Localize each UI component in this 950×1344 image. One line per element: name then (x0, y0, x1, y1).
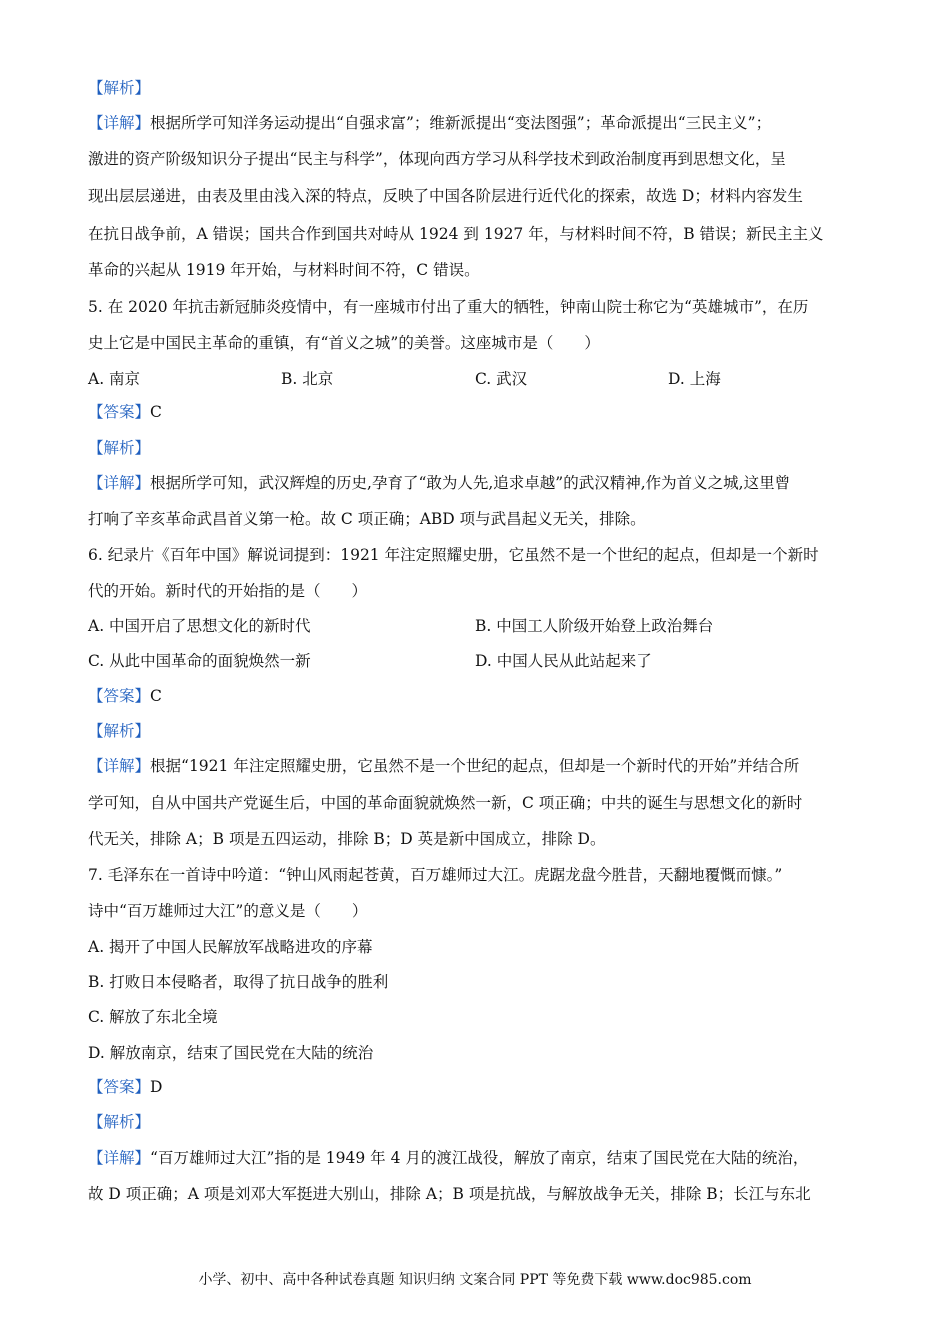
question-6-stem: 6. 纪录片《百年中国》解说词提到：1921 年注定照耀史册，它虽然不是一个世纪的起点，但却是一个新时 (88, 546, 819, 564)
analysis-heading: 【解析】 (88, 439, 151, 457)
analysis-heading: 【解析】 (88, 1113, 151, 1131)
question-5-detail: 【详解】根据所学可知，武汉辉煌的历史,孕育了“敢为人先,追求卓越”的武汉精神,作为首义之城,这里曾 (88, 474, 791, 492)
paragraph-line: 在抗日战争前，A 错误；国共合作到国共对峙从 1924 到 1927 年，与材料时间不符，B 错误；新民主主义 (88, 225, 824, 243)
question-6-detail: 学可知，自从中国共产党诞生后，中国的革命面貌就焕然一新，C 项正确；中共的诞生与思想文化的新时 (88, 794, 803, 812)
question-6-option-b: B. 中国工人阶级开始登上政治舞台 (475, 617, 714, 635)
analysis-heading: 【解析】 (88, 722, 151, 740)
question-5-detail: 打响了辛亥革命武昌首义第一枪。故 C 项正确；ABD 项与武昌起义无关，排除。 (88, 510, 646, 528)
question-7-answer: 【答案】D (88, 1078, 163, 1096)
paragraph-line: 激进的资产阶级知识分子提出“民主与科学”，体现向西方学习从科学技术到政治制度再到思想文化，呈 (88, 150, 786, 168)
question-5-stem: 5. 在 2020 年抗击新冠肺炎疫情中，有一座城市付出了重大的牺牲，钟南山院士称它为“英雄城市”，在历 (88, 298, 809, 316)
question-6-option-a: A. 中国开启了思想文化的新时代 (88, 617, 311, 635)
question-6-option-c: C. 从此中国革命的面貌焕然一新 (88, 652, 311, 670)
question-5-stem: 史上它是中国民主革命的重镇，有“首义之城”的美誉。这座城市是（ ） (88, 334, 600, 352)
question-7-option-a: A. 揭开了中国人民解放军战略进攻的序幕 (88, 938, 373, 956)
question-6-option-d: D. 中国人民从此站起来了 (475, 652, 652, 670)
question-6-answer: 【答案】C (88, 687, 162, 705)
question-5-option-d: D. 上海 (668, 370, 721, 388)
question-5-answer: 【答案】C (88, 403, 162, 421)
paragraph-line: 革命的兴起从 1919 年开始，与材料时间不符，C 错误。 (88, 261, 480, 279)
analysis-heading: 【解析】 (88, 79, 151, 97)
question-7-stem: 诗中“百万雄师过大江”的意义是（ ） (88, 902, 368, 920)
page-footer: 小学、初中、高中各种试卷真题 知识归纳 文案合同 PPT 等免费下载 www.doc985.com (198, 1272, 752, 1288)
question-7-detail: 【详解】“百万雄师过大江”指的是 1949 年 4 月的渡江战役，解放了南京，结束了国民党在大陆的统治， (88, 1149, 809, 1167)
question-7-option-b: B. 打败日本侵略者，取得了抗日战争的胜利 (88, 973, 389, 991)
question-7-option-c: C. 解放了东北全境 (88, 1008, 218, 1026)
question-6-stem: 代的开始。新时代的开始指的是（ ） (88, 582, 368, 600)
question-6-detail: 【详解】根据“1921 年注定照耀史册，它虽然不是一个世纪的起点，但却是一个新时代的开始”并结合所 (88, 757, 800, 775)
question-5-option-c: C. 武汉 (475, 370, 528, 388)
question-7-stem: 7. 毛泽东在一首诗中吟道：“钟山风雨起苍黄，百万雄师过大江。虎踞龙盘今胜昔，天翻地覆慨而慷。” (88, 866, 783, 884)
paragraph-line: 现出层层递进，由表及里由浅入深的特点，反映了中国各阶层进行近代化的探索，故选 D；材料内容发生 (88, 187, 803, 205)
question-7-option-d: D. 解放南京，结束了国民党在大陆的统治 (88, 1044, 374, 1062)
question-5-option-a: A. 南京 (88, 370, 141, 388)
question-7-detail: 故 D 项正确；A 项是刘邓大军挺进大别山，排除 A；B 项是抗战，与解放战争无关，排除 B；长江与东北 (88, 1185, 811, 1203)
question-5-option-b: B. 北京 (281, 370, 334, 388)
question-6-detail: 代无关，排除 A；B 项是五四运动，排除 B；D 英是新中国成立，排除 D。 (88, 830, 606, 848)
detail-paragraph-line: 【详解】根据所学可知洋务运动提出“自强求富”；维新派提出“变法图强”；革命派提出“三民主义”； (88, 114, 772, 132)
